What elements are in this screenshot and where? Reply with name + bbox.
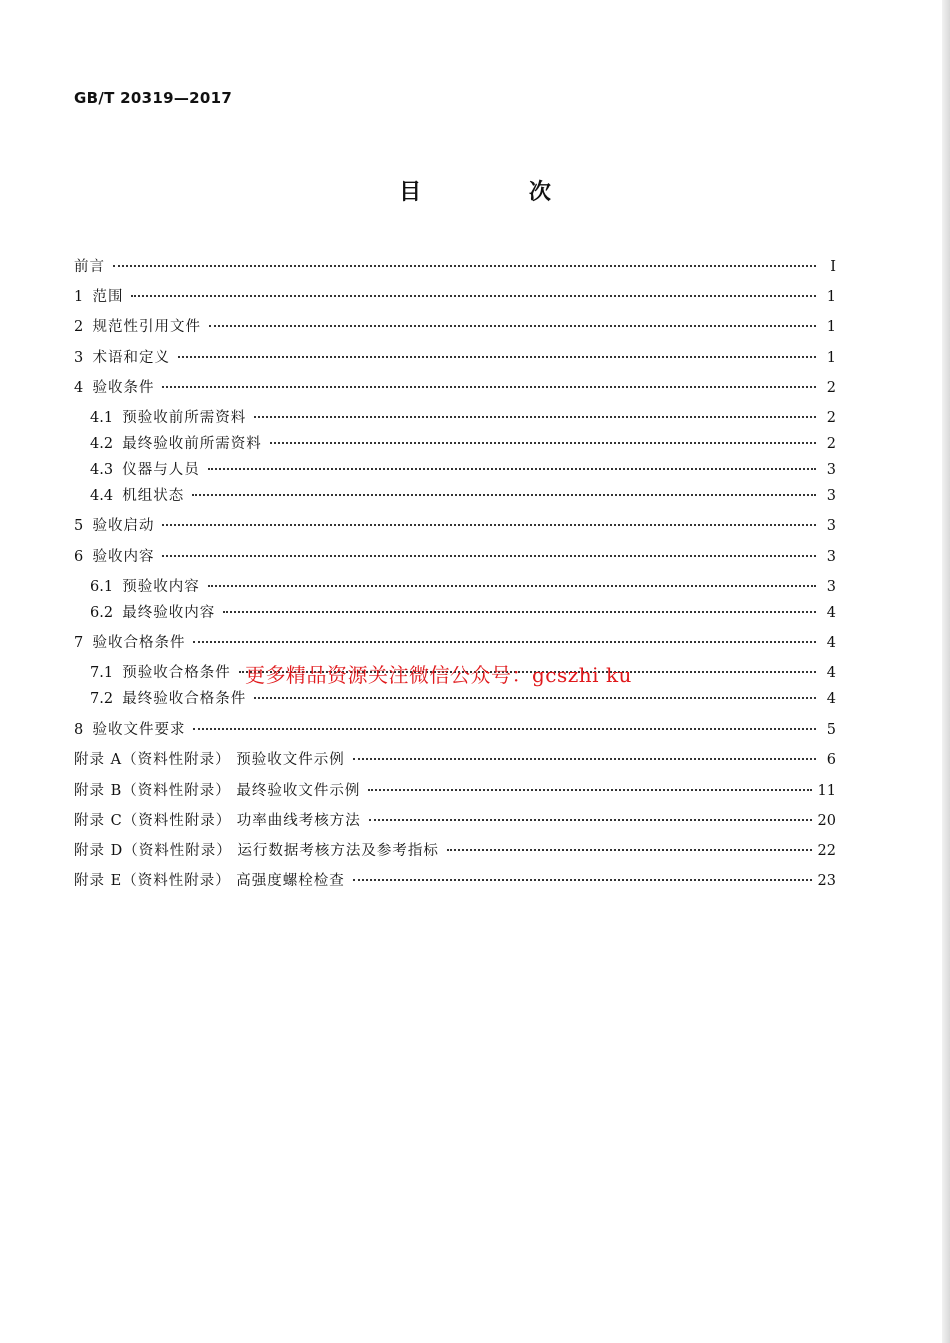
toc-entry-page: 3 xyxy=(826,488,836,504)
toc-entry[interactable] xyxy=(74,633,836,653)
toc-entry-number: 6.1 xyxy=(90,579,123,595)
toc-entry-number: 3 xyxy=(74,350,93,366)
toc-entry-label: 最终验收合格条件 xyxy=(122,691,247,707)
toc-entry[interactable] xyxy=(74,547,836,567)
toc-entry-page: 3 xyxy=(826,579,836,595)
toc-entry-page: 2 xyxy=(826,410,836,426)
toc-entry-page: 1 xyxy=(826,350,836,366)
toc-entry-label: 附录 C（资料性附录） 功率曲线考核方法 xyxy=(74,813,361,829)
toc-entry-page: 1 xyxy=(826,289,836,305)
toc-subentry[interactable] xyxy=(90,460,836,480)
toc-appendix-entry[interactable] xyxy=(74,871,836,891)
toc-entry-number: 7.2 xyxy=(90,691,123,707)
toc-entry-number: 2 xyxy=(74,319,93,335)
toc-dot-leader xyxy=(254,404,816,418)
toc-entry-number: 4 xyxy=(74,380,93,396)
toc-entry-number: 4.3 xyxy=(90,462,123,478)
toc-appendix-entry[interactable] xyxy=(74,811,836,831)
toc-dot-leader xyxy=(369,807,812,821)
toc-subentry[interactable] xyxy=(90,689,836,709)
toc-entry-page: 2 xyxy=(826,380,836,396)
toc-appendix-entry[interactable] xyxy=(74,841,836,861)
toc-dot-leader xyxy=(208,573,816,587)
toc-entry-label: 验收条件 xyxy=(92,380,155,396)
toc-entry-label: 机组状态 xyxy=(122,488,185,504)
toc-entry-label: 预验收内容 xyxy=(122,579,200,595)
toc-subentry[interactable] xyxy=(90,603,836,623)
toc-entry-label: 验收合格条件 xyxy=(92,635,186,651)
toc-entry-page: 3 xyxy=(826,549,836,565)
toc-entry-label: 验收文件要求 xyxy=(92,722,186,738)
toc-entry[interactable] xyxy=(74,348,836,368)
toc-entry-page: 4 xyxy=(826,691,836,707)
toc-entry-number: 5 xyxy=(74,518,93,534)
toc-entry-number: 4.2 xyxy=(90,436,123,452)
toc-dot-leader xyxy=(223,599,816,613)
toc-dot-leader xyxy=(162,512,816,526)
toc-entry-page: 23 xyxy=(817,873,836,889)
toc-dot-leader xyxy=(131,283,816,297)
toc-dot-leader xyxy=(162,374,816,388)
toc-dot-leader xyxy=(178,344,816,358)
standard-code: GB/T 20319—2017 xyxy=(74,89,233,107)
toc-entry[interactable] xyxy=(74,317,836,337)
toc-entry-page: 4 xyxy=(826,605,836,621)
toc-entry-page: Ⅰ xyxy=(830,259,836,275)
toc-dot-leader xyxy=(162,543,816,557)
toc-entry[interactable] xyxy=(74,720,836,740)
toc-dot-leader xyxy=(193,716,816,730)
toc-dot-leader xyxy=(447,837,812,851)
toc-entry-page: 20 xyxy=(817,813,836,829)
toc-entry-number: 1 xyxy=(74,289,93,305)
toc-entry-label: 预验收前所需资料 xyxy=(122,410,247,426)
toc-entry-label: 最终验收前所需资料 xyxy=(122,436,262,452)
toc-dot-leader xyxy=(192,482,816,496)
toc-entry-label: 附录 A（资料性附录） 预验收文件示例 xyxy=(74,752,345,768)
toc-entry-page: 6 xyxy=(826,752,836,768)
toc-subentry[interactable] xyxy=(90,577,836,597)
toc-dot-leader xyxy=(368,777,811,791)
toc-entry-label: 附录 E（资料性附录） 高强度螺栓检查 xyxy=(74,873,345,889)
toc-entry[interactable] xyxy=(74,378,836,398)
toc-entry[interactable] xyxy=(74,257,836,277)
toc-entry-page: 4 xyxy=(826,665,836,681)
toc-entry-page: 4 xyxy=(826,635,836,651)
toc-entry-page: 22 xyxy=(817,843,836,859)
toc-entry-label: 术语和定义 xyxy=(92,350,170,366)
toc-entry-page: 11 xyxy=(817,783,836,799)
toc-entry-number: 8 xyxy=(74,722,93,738)
toc-entry-page: 2 xyxy=(826,436,836,452)
toc-entry-number: 4.4 xyxy=(90,488,123,504)
toc-entry[interactable] xyxy=(74,287,836,307)
toc-entry-label: 验收启动 xyxy=(92,518,155,534)
toc-entry-label: 仪器与人员 xyxy=(122,462,200,478)
toc-dot-leader xyxy=(209,313,816,327)
toc-subentry[interactable] xyxy=(90,434,836,454)
toc-appendix-entry[interactable] xyxy=(74,781,836,801)
toc-entry-label: 预验收合格条件 xyxy=(122,665,231,681)
toc-subentry[interactable] xyxy=(90,408,836,428)
toc-entry-label: 规范性引用文件 xyxy=(92,319,201,335)
toc-entry-number: 6.2 xyxy=(90,605,123,621)
toc-entry-page: 1 xyxy=(826,319,836,335)
toc-entry-page: 3 xyxy=(826,518,836,534)
watermark-text: 更多精品资源关注微信公众号：gcszhi ku xyxy=(245,663,632,687)
toc-subentry[interactable] xyxy=(90,486,836,506)
toc-entry-number: 4.1 xyxy=(90,410,123,426)
toc-appendix-entry[interactable] xyxy=(74,750,836,770)
toc-dot-leader xyxy=(270,430,816,444)
toc-entry-label: 前言 xyxy=(74,259,105,275)
toc-entry-page: 3 xyxy=(826,462,836,478)
toc-entry-number: 7.1 xyxy=(90,665,123,681)
toc-entry-number: 6 xyxy=(74,549,93,565)
toc-entry-label: 附录 D（资料性附录） 运行数据考核方法及参考指标 xyxy=(74,843,439,859)
toc-title: 目 次 xyxy=(399,180,601,205)
toc-dot-leader xyxy=(208,456,816,470)
toc-dot-leader xyxy=(113,253,816,267)
toc-entry-label: 最终验收内容 xyxy=(122,605,216,621)
toc-dot-leader xyxy=(353,867,812,881)
toc-dot-leader xyxy=(353,746,816,760)
toc-entry-label: 范围 xyxy=(92,289,124,305)
toc-entry-label: 验收内容 xyxy=(92,549,155,565)
toc-entry-number: 7 xyxy=(74,635,93,651)
toc-entry-page: 5 xyxy=(826,722,836,738)
toc-entry[interactable] xyxy=(74,516,836,536)
toc-entry-label: 附录 B（资料性附录） 最终验收文件示例 xyxy=(74,783,361,799)
toc-dot-leader xyxy=(193,629,816,643)
